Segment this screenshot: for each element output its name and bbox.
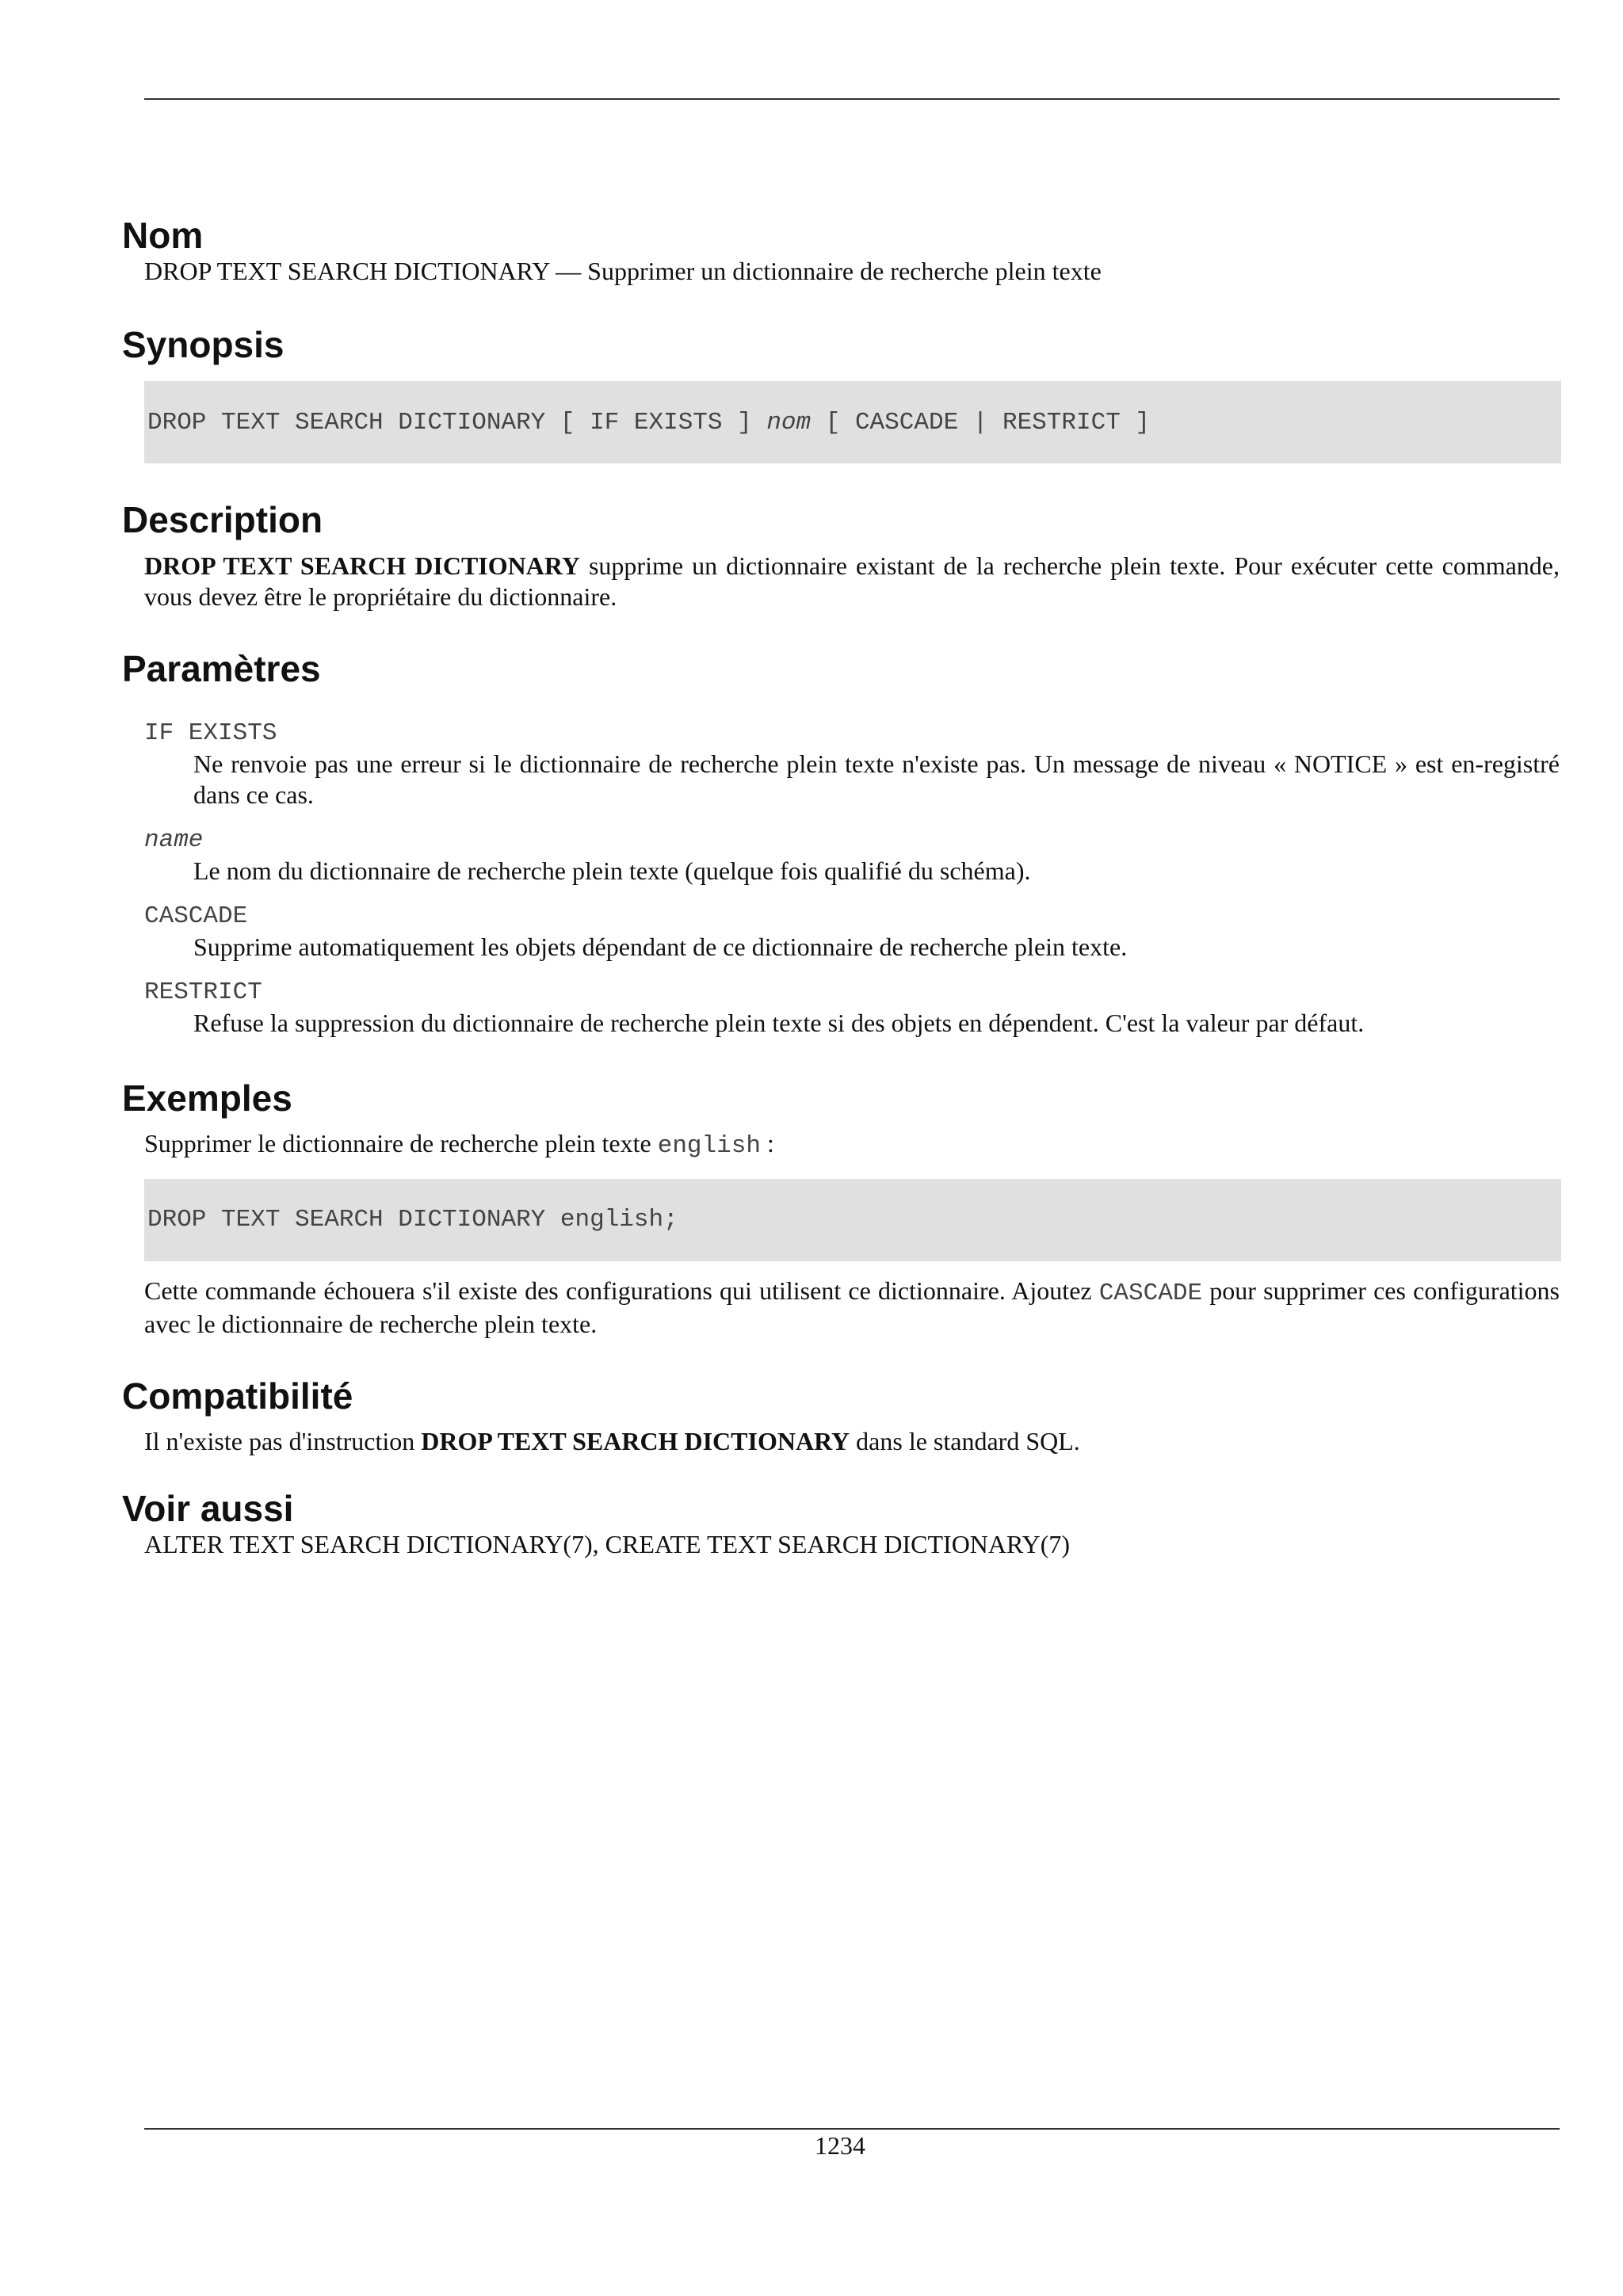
exemples-intro-code: english: [657, 1131, 761, 1160]
compatibilite-text: [122, 1426, 1560, 1457]
nom-text: DROP TEXT SEARCH DICTIONARY — Supprimer un dictionnaire de recherche plein texte: [144, 257, 1102, 286]
param-term: IF EXISTS: [144, 719, 277, 747]
param-term: CASCADE: [144, 902, 248, 930]
footer-rule: [144, 2128, 1560, 2130]
exemples-after-text-1: Cette commande échouera s'il existe des configurations qui utilisent ce dictionnaire. Ajoutez: [144, 1276, 1099, 1305]
exemples-after-text-2: pour supprimer ces configurations avec le dictionnaire de recherche plein texte.: [144, 1276, 1560, 1338]
param-definition: Le nom du dictionnaire de recherche plein texte (quelque fois qualifié du schéma).: [193, 856, 1031, 885]
page-number: 1234: [815, 2131, 865, 2160]
exemples-intro-text: Supprimer le dictionnaire de recherche plein texte: [144, 1128, 658, 1158]
section-exemples: [122, 1077, 1560, 1340]
synopsis-code-end: [ CASCADE | RESTRICT ]: [811, 408, 1151, 437]
param-definition: Ne renvoie pas une erreur si le dictionnaire de recherche plein texte n'existe pas. Un message de niveau « NOTICE » est en-registré dans ce cas.: [193, 749, 1560, 809]
heading-voir-aussi: Voir aussi: [122, 1488, 294, 1530]
heading-compatibilite: Compatibilité: [122, 1375, 353, 1417]
exemples-intro-end: :: [760, 1128, 774, 1158]
heading-parametres: Paramètres: [122, 647, 321, 689]
exemples-after: [122, 1276, 1560, 1340]
heading-exemples: Exemples: [122, 1077, 292, 1119]
voir-aussi-text: ALTER TEXT SEARCH DICTIONARY(7), CREATE TEXT SEARCH DICTIONARY(7): [144, 1530, 1071, 1559]
parameter-list: [122, 718, 1560, 1039]
description-text: [122, 551, 1560, 612]
exemples-code: DROP TEXT SEARCH DICTIONARY english;: [144, 1179, 1561, 1261]
heading-synopsis: Synopsis: [122, 324, 285, 366]
synopsis-code: [144, 381, 1561, 463]
section-description: [122, 498, 1560, 612]
param-term: name: [144, 826, 204, 854]
header-rule: [144, 98, 1560, 100]
exemples-intro: [122, 1128, 1560, 1161]
param-definition: Supprime automatiquement les objets dépendant de ce dictionnaire de recherche plein texte.: [193, 932, 1128, 961]
section-compatibilite: [122, 1375, 1560, 1457]
compatibilite-text-2: dans le standard SQL.: [850, 1427, 1080, 1456]
exemples-after-code: CASCADE: [1098, 1279, 1203, 1307]
param-cascade: [144, 901, 1560, 963]
synopsis-code-start: DROP TEXT SEARCH DICTIONARY [ IF EXISTS ]: [147, 408, 767, 437]
description-command: DROP TEXT SEARCH DICTIONARY: [144, 551, 580, 580]
synopsis-code-replaceable: nom: [766, 408, 812, 437]
section-synopsis: [122, 323, 1560, 463]
param-restrict: [144, 977, 1560, 1039]
compatibilite-command: DROP TEXT SEARCH DICTIONARY: [421, 1427, 850, 1456]
compatibilite-text-1: Il n'existe pas d'instruction: [144, 1427, 422, 1456]
section-parametres: [122, 647, 1560, 1039]
param-if-exists: [144, 718, 1560, 810]
section-voir-aussi: [122, 1487, 1560, 1560]
heading-nom: Nom: [122, 215, 204, 256]
param-term: RESTRICT: [144, 978, 262, 1006]
heading-description: Description: [122, 499, 323, 541]
description-body: supprime un dictionnaire existant de la recherche plein texte. Pour exécuter cette commande, vous devez être le propriétaire du dictionnaire.: [144, 551, 1560, 611]
section-nom: [122, 214, 1560, 287]
param-name: [144, 825, 1560, 887]
page-content: [122, 214, 1560, 1560]
param-definition: Refuse la suppression du dictionnaire de recherche plein texte si des objets en dépendent. C'est la valeur par défaut.: [193, 1008, 1365, 1037]
